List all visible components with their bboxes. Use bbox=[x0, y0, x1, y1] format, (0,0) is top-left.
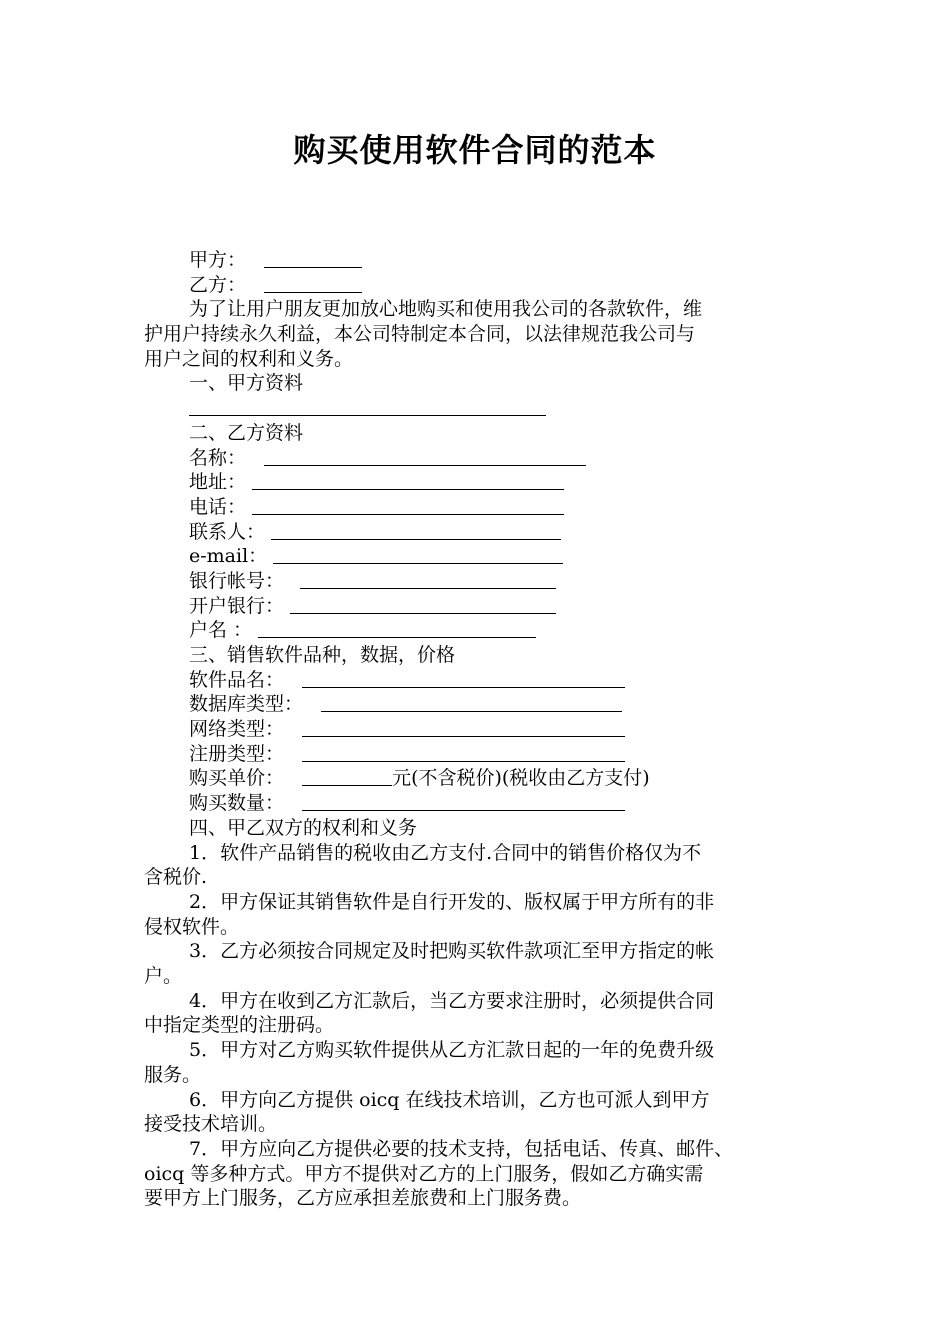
party-a-blank[interactable] bbox=[264, 249, 362, 268]
clause-line: 7．甲方应向乙方提供必要的技术支持，包括电话、传真、邮件、 bbox=[189, 1137, 734, 1160]
field-label: 电话： bbox=[189, 495, 247, 518]
clause-line: 侵权软件。 bbox=[144, 915, 240, 938]
section3-heading: 三、销售软件品种，数据，价格 bbox=[189, 644, 456, 667]
unit-price-blank[interactable] bbox=[302, 767, 392, 786]
party-b-label: 乙方： bbox=[189, 273, 247, 296]
party-b-email-line bbox=[144, 544, 809, 569]
section1-heading: 一、甲方资料 bbox=[189, 372, 304, 395]
field-label: e-mail： bbox=[189, 545, 268, 568]
party-b-line bbox=[144, 273, 809, 298]
clause-line: 5．甲方对乙方购买软件提供从乙方汇款日起的一年的免费升级 bbox=[189, 1039, 715, 1062]
field-label: 开户银行： bbox=[189, 594, 285, 617]
contact-blank[interactable] bbox=[271, 521, 561, 540]
clause-line: 4．甲方在收到乙方汇款后，当乙方要求注册时，必须提供合同 bbox=[189, 989, 715, 1012]
section2-heading: 二、乙方资料 bbox=[189, 421, 304, 444]
software-name-blank[interactable] bbox=[302, 669, 625, 688]
database-type-line bbox=[144, 692, 809, 717]
party-a-line bbox=[144, 248, 809, 273]
section4-heading: 四、甲乙双方的权利和义务 bbox=[189, 816, 418, 839]
intro-line: 护用户持续永久利益，本公司特制定本合同，以法律规范我公司与 bbox=[144, 323, 696, 346]
party-b-account-name-line bbox=[144, 618, 809, 643]
clause-line: 接受技术培训。 bbox=[144, 1113, 278, 1136]
document-body bbox=[144, 248, 809, 1211]
field-label: 数据库类型： bbox=[189, 693, 304, 716]
document-title: 购买使用软件合同的范本 bbox=[293, 131, 657, 169]
party-b-name-line bbox=[144, 446, 809, 471]
clause-1 bbox=[144, 841, 809, 890]
registration-type-line bbox=[144, 742, 809, 767]
quantity-line bbox=[144, 791, 809, 816]
clause-2 bbox=[144, 890, 809, 939]
field-label: 联系人： bbox=[189, 520, 266, 543]
field-label: 地址： bbox=[189, 471, 247, 494]
clause-line: 户。 bbox=[144, 965, 183, 988]
name-blank[interactable] bbox=[264, 447, 586, 466]
party-b-address-line bbox=[144, 470, 809, 495]
network-type-blank[interactable] bbox=[302, 718, 625, 737]
clause-line: 含税价. bbox=[144, 866, 208, 889]
field-label: 软件品名： bbox=[189, 668, 285, 691]
section1-blank-line bbox=[144, 396, 809, 421]
clause-line: oicq 等多种方式。甲方不提供对乙方的上门服务，假如乙方确实需 bbox=[144, 1162, 704, 1185]
party-a-info-blank[interactable] bbox=[189, 397, 546, 416]
field-label: 购买数量： bbox=[189, 792, 285, 815]
clause-line: 6．甲方向乙方提供 oicq 在线技术培训，乙方也可派人到甲方 bbox=[189, 1088, 710, 1111]
intro-line: 为了让用户朋友更加放心地购买和使用我公司的各款软件，维 bbox=[189, 298, 703, 321]
field-label: 网络类型： bbox=[189, 718, 285, 741]
clause-4 bbox=[144, 989, 809, 1038]
phone-blank[interactable] bbox=[252, 496, 564, 515]
clause-6 bbox=[144, 1088, 809, 1137]
clause-line: 中指定类型的注册码。 bbox=[144, 1014, 335, 1037]
clause-3 bbox=[144, 939, 809, 988]
field-label: 银行帐号： bbox=[189, 569, 285, 592]
field-label: 注册类型： bbox=[189, 742, 285, 765]
account-name-blank[interactable] bbox=[258, 619, 536, 638]
quantity-blank[interactable] bbox=[302, 792, 625, 811]
email-blank[interactable] bbox=[273, 545, 563, 564]
party-b-contact-line bbox=[144, 520, 809, 545]
bank-account-blank[interactable] bbox=[300, 570, 556, 589]
network-type-line bbox=[144, 717, 809, 742]
intro-paragraph bbox=[144, 297, 809, 371]
clause-5 bbox=[144, 1038, 809, 1087]
clause-line: 2．甲方保证其销售软件是自行开发的、版权属于甲方所有的非 bbox=[189, 890, 715, 913]
address-blank[interactable] bbox=[252, 471, 564, 490]
software-name-line bbox=[144, 668, 809, 693]
price-note: 元(不含税价)(税收由乙方支付) bbox=[392, 767, 650, 790]
intro-line: 用户之间的权利和义务。 bbox=[144, 347, 354, 370]
party-b-bank-account-line bbox=[144, 569, 809, 594]
clause-7 bbox=[144, 1137, 809, 1211]
party-a-label: 甲方： bbox=[189, 249, 247, 271]
field-label: 购买单价： bbox=[189, 767, 285, 790]
clause-line: 要甲方上门服务，乙方应承担差旅费和上门服务费。 bbox=[144, 1187, 582, 1210]
party-b-blank[interactable] bbox=[264, 274, 362, 293]
bank-blank[interactable] bbox=[290, 595, 556, 614]
field-label: 名称： bbox=[189, 446, 247, 469]
party-b-phone-line bbox=[144, 495, 809, 520]
registration-type-blank[interactable] bbox=[302, 743, 625, 762]
unit-price-line bbox=[144, 766, 809, 791]
party-b-bank-line bbox=[144, 594, 809, 619]
clause-line: 1．软件产品销售的税收由乙方支付.合同中的销售价格仅为不 bbox=[189, 841, 702, 864]
database-type-blank[interactable] bbox=[321, 693, 622, 712]
field-label: 户名 ： bbox=[189, 619, 253, 642]
clause-line: 服务。 bbox=[144, 1063, 202, 1086]
clause-line: 3．乙方必须按合同规定及时把购买软件款项汇至甲方指定的帐 bbox=[189, 940, 715, 963]
